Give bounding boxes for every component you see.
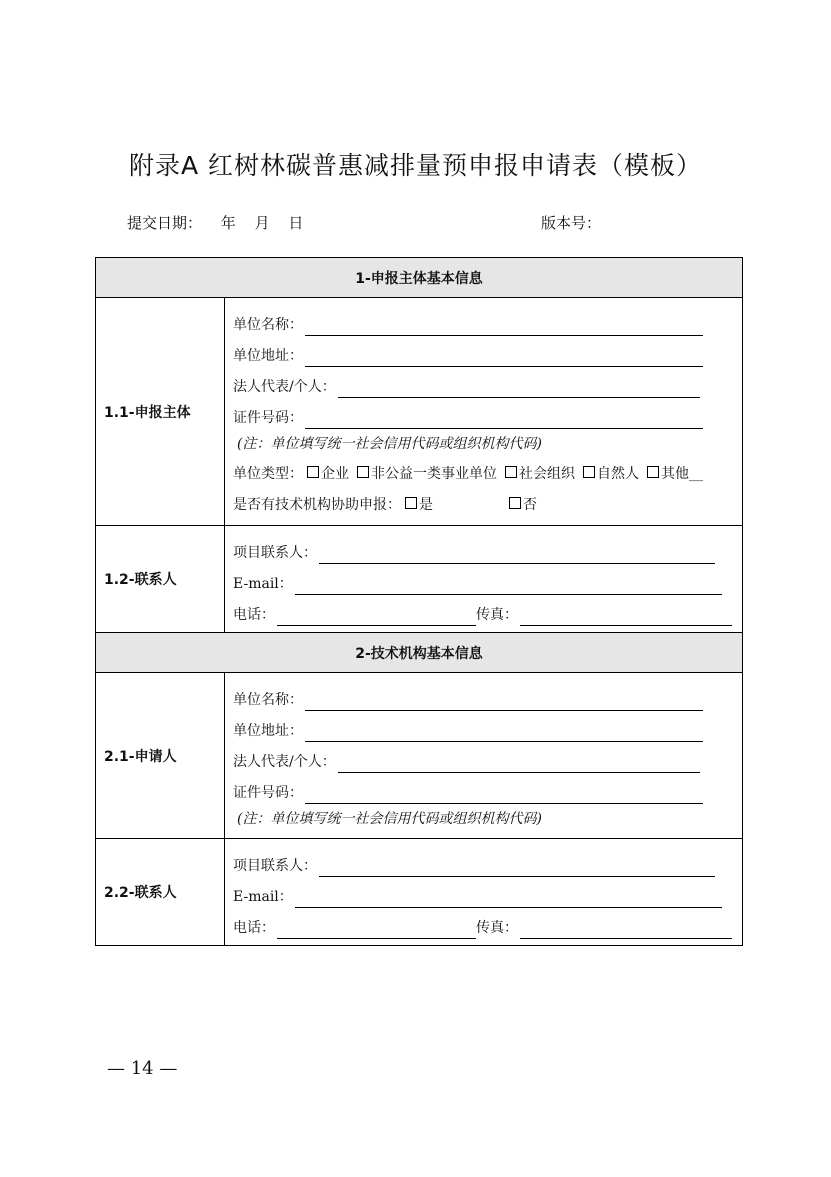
checkbox-assist-no[interactable] (509, 497, 521, 509)
checkbox-social-organization[interactable] (505, 466, 517, 478)
id-number-note: (注：单位填写统一社会信用代码或组织机构代码) (237, 436, 542, 452)
row-label-contact-2: 2.2-联系人 (96, 839, 225, 946)
checkbox-natural-person[interactable] (583, 466, 595, 478)
row-label-applicant-entity: 1.1-申报主体 (96, 298, 225, 526)
submit-date-label: 提交日期： (127, 214, 203, 232)
applicant-fields (225, 673, 743, 839)
tech-unit-name-label: 单位名称： (233, 692, 303, 708)
tech-id-number-blank[interactable] (305, 783, 703, 804)
checkbox-enterprise[interactable] (307, 466, 319, 478)
contact-1-fields (225, 526, 743, 633)
phone-label: 电话： (233, 607, 275, 623)
tech-email-blank[interactable] (295, 887, 722, 908)
tech-unit-name-field[interactable] (233, 680, 742, 711)
row-label-applicant: 2.1-申请人 (96, 673, 225, 839)
email-label: E-mail： (233, 576, 293, 592)
application-form-table (95, 257, 743, 946)
tech-project-contact-label: 项目联系人： (233, 858, 317, 874)
tech-email-field[interactable] (233, 877, 742, 908)
id-number-label: 证件号码： (233, 410, 303, 426)
tech-id-number-label: 证件号码： (233, 785, 303, 801)
project-contact-label: 项目联系人： (233, 545, 317, 561)
tech-assist-row (233, 488, 742, 519)
id-number-field[interactable] (233, 398, 742, 429)
tech-fax-label: 传真： (476, 920, 518, 936)
tech-project-contact-field[interactable] (233, 846, 742, 877)
tech-id-number-note: (注：单位填写统一社会信用代码或组织机构代码) (237, 811, 542, 827)
tech-phone-fax-field (233, 908, 742, 939)
year-label: 年 (220, 214, 236, 232)
option-assist-yes: 是 (419, 496, 433, 513)
month-label: 月 (254, 214, 270, 232)
row-label-contact-1: 1.2-联系人 (96, 526, 225, 633)
tech-email-label: E-mail： (233, 889, 293, 905)
applicant-entity-fields (225, 298, 743, 526)
page-title: 附录A 红树林碳普惠减排量预申报申请表（模板） (128, 151, 703, 180)
unit-type-row (233, 457, 742, 488)
project-contact-field[interactable] (233, 533, 742, 564)
fax-label: 传真： (476, 607, 518, 623)
tech-phone-blank[interactable] (277, 918, 476, 939)
unit-name-blank[interactable] (305, 315, 703, 336)
checkbox-other[interactable] (647, 466, 659, 478)
contact-2-fields (225, 839, 743, 946)
phone-blank[interactable] (277, 605, 476, 626)
checkbox-non-public-institution[interactable] (357, 466, 369, 478)
tech-project-contact-blank[interactable] (319, 856, 715, 877)
section2-header: 2-技术机构基本信息 (96, 633, 743, 673)
id-number-blank[interactable] (305, 408, 703, 429)
tech-unit-address-field[interactable] (233, 711, 742, 742)
option-assist-no: 否 (523, 496, 537, 513)
tech-unit-name-blank[interactable] (305, 690, 703, 711)
option-non-public-institution: 非公益一类事业单位 (371, 465, 497, 482)
fax-blank[interactable] (520, 605, 732, 626)
unit-type-label: 单位类型： (233, 465, 303, 482)
unit-name-label: 单位名称： (233, 317, 303, 333)
tech-phone-label: 电话： (233, 920, 275, 936)
unit-address-label: 单位地址： (233, 348, 303, 364)
section1-header: 1-申报主体基本信息 (96, 258, 743, 298)
option-natural-person: 自然人 (597, 465, 639, 482)
phone-fax-field (233, 595, 742, 626)
tech-legal-rep-label: 法人代表/个人： (233, 754, 336, 770)
unit-name-field[interactable] (233, 305, 742, 336)
legal-rep-field[interactable] (233, 367, 742, 398)
option-enterprise: 企业 (321, 465, 349, 482)
email-blank[interactable] (295, 574, 722, 595)
option-other: 其他__ (661, 465, 703, 482)
tech-unit-address-label: 单位地址： (233, 723, 303, 739)
checkbox-assist-yes[interactable] (405, 497, 417, 509)
tech-fax-blank[interactable] (520, 918, 732, 939)
day-label: 日 (288, 214, 304, 232)
unit-address-blank[interactable] (305, 346, 703, 367)
submit-date-line (127, 212, 303, 233)
page-number: — 14 — (107, 1058, 178, 1079)
project-contact-blank[interactable] (319, 543, 715, 564)
tech-legal-rep-blank[interactable] (338, 752, 700, 773)
version-label: 版本号： (541, 214, 602, 232)
tech-id-number-field[interactable] (233, 773, 742, 804)
tech-unit-address-blank[interactable] (305, 721, 703, 742)
legal-rep-blank[interactable] (338, 377, 700, 398)
unit-address-field[interactable] (233, 336, 742, 367)
legal-rep-label: 法人代表/个人： (233, 379, 336, 395)
option-social-organization: 社会组织 (519, 465, 575, 482)
tech-assist-label: 是否有技术机构协助申报： (233, 496, 401, 513)
email-field[interactable] (233, 564, 742, 595)
tech-legal-rep-field[interactable] (233, 742, 742, 773)
